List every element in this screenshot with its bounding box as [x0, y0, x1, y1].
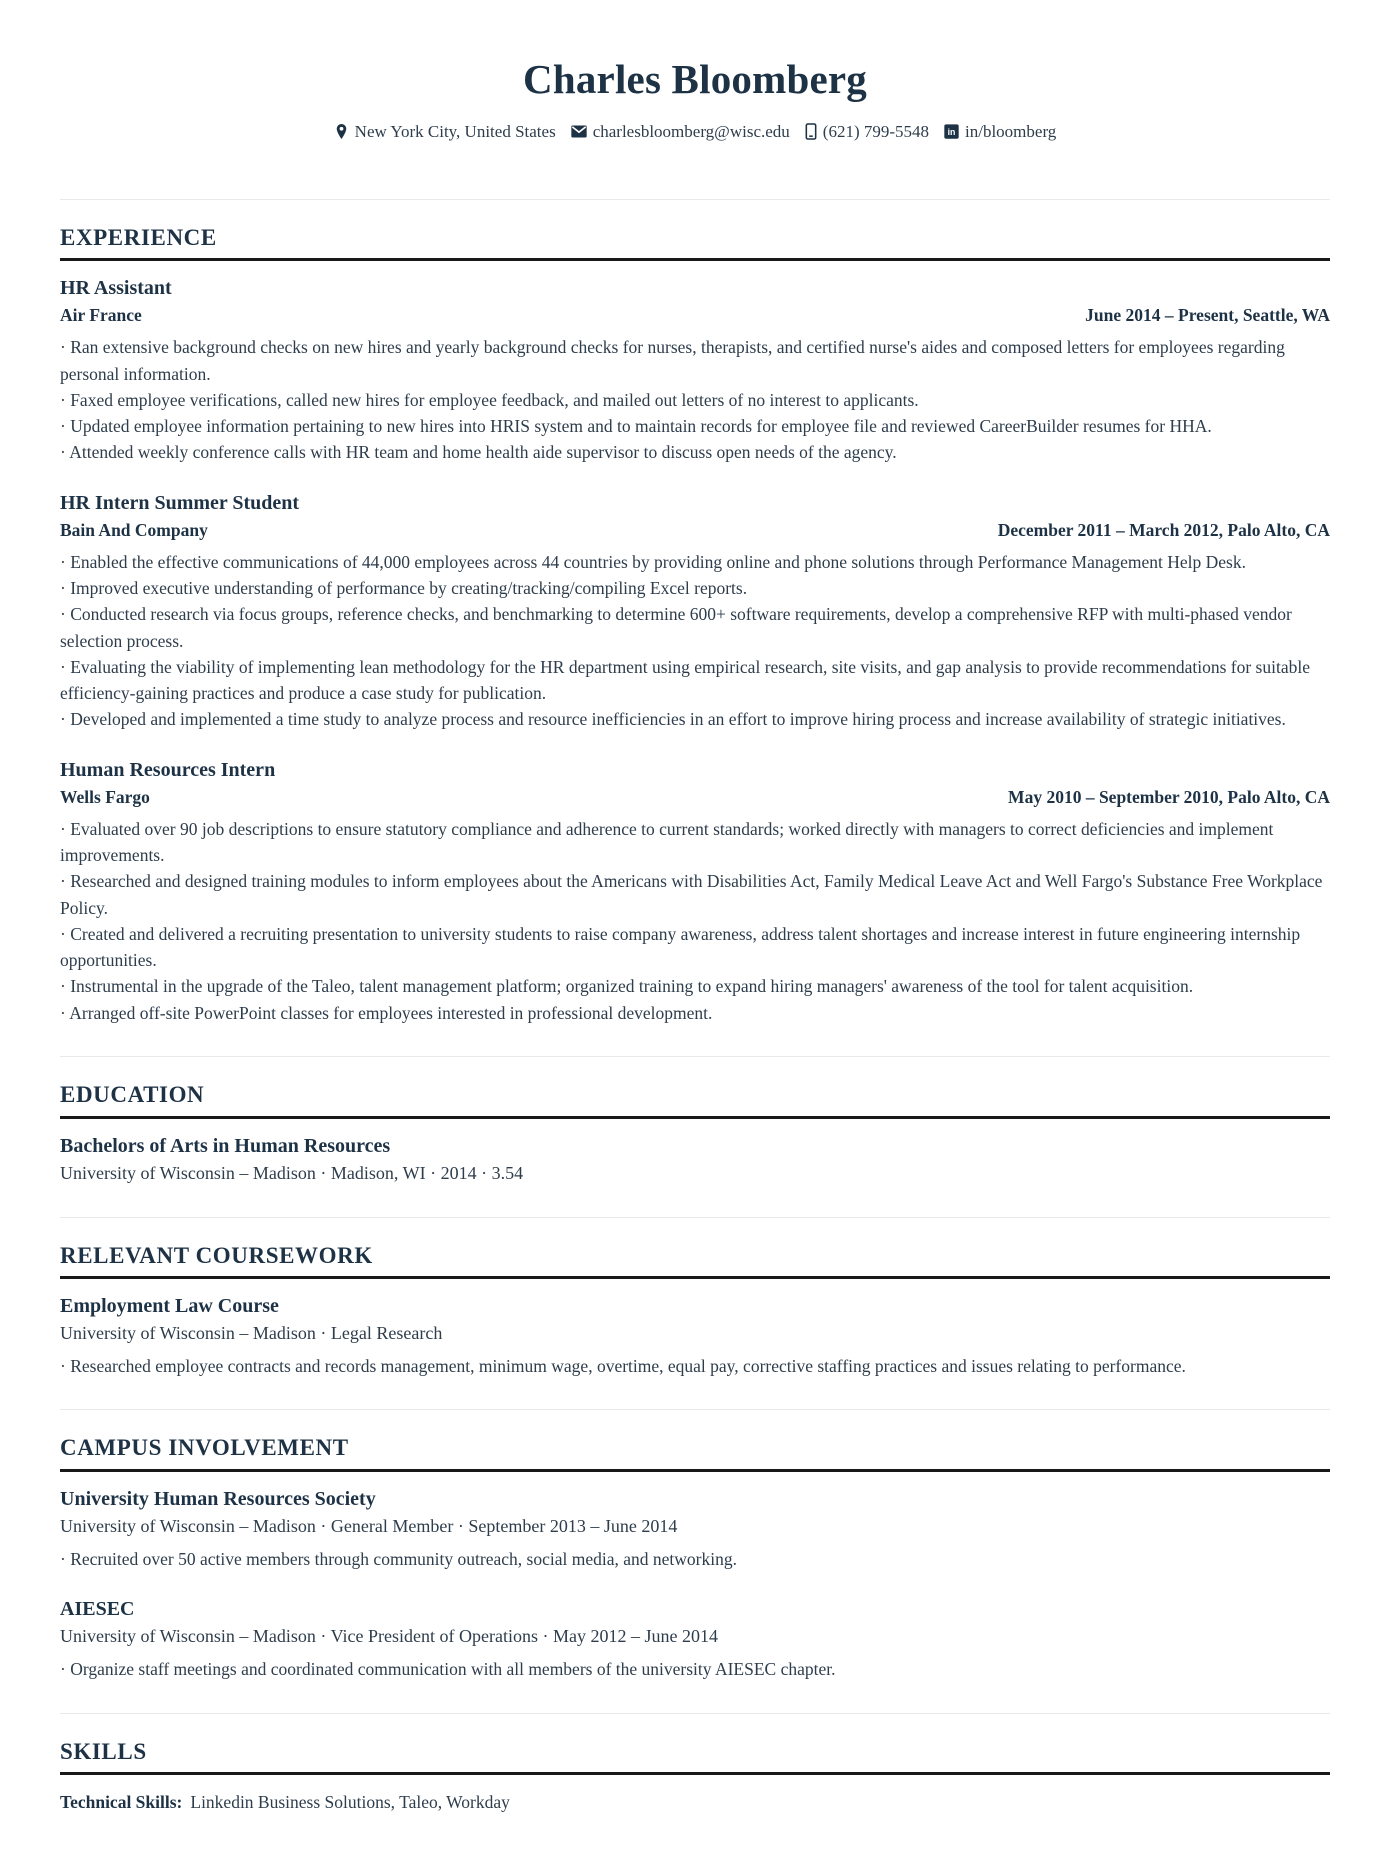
organization-detail: University of Wisconsin – Madison · General Member · September 2013 – June 2014: [60, 1516, 678, 1537]
bullet-item: · Recruited over 50 active members through community outreach, social media, and networking.: [60, 1549, 737, 1570]
education-detail: University of Wisconsin – Madison · Madison, WI · 2014 · 3.54: [60, 1162, 524, 1183]
experience-entry: [60, 491, 1330, 733]
contact-phone-text: (621) 799-5548: [822, 122, 930, 142]
bullet-item: · Organize staff meetings and coordinated communication with all members of the university AIESEC chapter.: [60, 1659, 836, 1680]
degree-title: Bachelors of Arts in Human Resources: [60, 1134, 391, 1157]
job-subrow: [60, 517, 1330, 543]
campus-entry: [60, 1597, 1330, 1682]
skills-section-title: SKILLS: [60, 1738, 1330, 1776]
bullet-item: · Faxed employee verifications, called new hires for employee feedback, and mailed out letters of no interest to applicants.: [60, 389, 919, 410]
experience-section-title: EXPERIENCE: [60, 224, 1330, 262]
experience-entry: [60, 276, 1330, 466]
section-skills: [60, 1713, 1330, 1816]
contact-row: [60, 119, 1330, 169]
bullet-item: · Attended weekly conference calls with HR team and home health aide supervisor to discuss open needs of the agency.: [60, 442, 897, 463]
company-name: Wells Fargo: [60, 786, 150, 807]
job-date-location: December 2011 – March 2012, Palo Alto, CA: [997, 519, 1330, 540]
organization-name: AIESEC: [60, 1598, 135, 1621]
campus-entry: [60, 1487, 1330, 1572]
organization-bullets: [60, 1656, 1330, 1682]
contact-location-text: New York City, United States: [354, 122, 556, 142]
bullet-item: · Updated employee information pertaining to new hires into HRIS system and to maintain records for employee file and reviewed CareerBuilder resumes for HHA.: [60, 416, 1212, 437]
education-entry: [60, 1134, 1330, 1187]
skills-line: [60, 1789, 1330, 1815]
skills-label: Technical Skills:: [60, 1792, 183, 1813]
course-bullets: [60, 1353, 1330, 1379]
bullet-item: · Researched employee contracts and records management, minimum wage, overtime, equal pay, corrective staffing practices and issues relating to performance.: [60, 1356, 1186, 1377]
experience-entry: [60, 758, 1330, 1026]
bullet-item: · Evaluated over 90 job descriptions to ensure statutory compliance and adherence to current standards; worked directly with managers to correct deficiencies and implement improvements.: [60, 818, 1274, 866]
contact-linkedin-text: in/bloomberg: [965, 122, 1057, 142]
bullet-item: · Ran extensive background checks on new hires and yearly background checks for nurses, therapists, and certified nurse's aides and composed letters for employees regarding personal information.: [60, 337, 1285, 384]
job-bullets: [60, 334, 1330, 465]
course-detail: University of Wisconsin – Madison · Legal Research: [60, 1323, 443, 1344]
job-title: HR Assistant: [60, 277, 172, 300]
coursework-section-title: RELEVANT COURSEWORK: [60, 1242, 1330, 1280]
contact-location: [334, 119, 556, 145]
company-name: Air France: [60, 305, 142, 326]
skills-value: Linkedin Business Solutions, Taleo, Workday: [190, 1792, 510, 1813]
bullet-item: · Conducted research via focus groups, reference checks, and benchmarking to determine 600+ software requirements, develop a comprehensive RFP with multi-phased vendor selection process.: [60, 604, 1292, 651]
envelope-icon: [571, 125, 587, 138]
section-experience: [60, 199, 1330, 1026]
svg-text:in: in: [947, 127, 956, 138]
job-title: HR Intern Summer Student: [60, 491, 300, 514]
resume-header: [60, 56, 1330, 169]
bullet-item: · Improved executive understanding of performance by creating/tracking/compiling Excel reports.: [60, 578, 748, 599]
organization-bullets: [60, 1546, 1330, 1572]
contact-phone: [805, 119, 929, 145]
contact-linkedin: [944, 119, 1056, 145]
coursework-entry: [60, 1294, 1330, 1379]
job-date-location: May 2010 – September 2010, Palo Alto, CA: [1008, 786, 1330, 807]
bullet-item: · Enabled the effective communications of 44,000 employees across 44 countries by providing online and phone solutions through Performance Management Help Desk.: [60, 551, 1246, 572]
job-date-location: June 2014 – Present, Seattle, WA: [1085, 305, 1330, 326]
section-education: [60, 1056, 1330, 1187]
person-name: Charles Bloomberg: [523, 56, 867, 102]
job-title: Human Resources Intern: [60, 758, 276, 781]
phone-icon: [805, 123, 817, 140]
section-campus-involvement: [60, 1409, 1330, 1682]
company-name: Bain And Company: [60, 519, 208, 540]
campus-section-title: CAMPUS INVOLVEMENT: [60, 1434, 1330, 1472]
course-title: Employment Law Course: [60, 1295, 279, 1318]
education-section-title: EDUCATION: [60, 1081, 1330, 1119]
linkedin-icon: [944, 124, 959, 139]
location-pin-icon: [334, 123, 349, 140]
contact-email-text: charlesbloomberg@wisc.edu: [592, 122, 790, 142]
job-subrow: [60, 784, 1330, 810]
organization-name: University Human Resources Society: [60, 1488, 376, 1511]
bullet-item: · Evaluating the viability of implementing lean methodology for the HR department using empirical research, site visits, and gap analysis to provide recommendations for suitable efficiency-gaining practices and produce a case study for publication.: [60, 656, 1310, 704]
bullet-item: · Created and delivered a recruiting presentation to university students to raise company awareness, address talent shortages and increase interest in future engineering internship opportunities.: [60, 923, 1301, 971]
contact-email: [571, 119, 790, 145]
section-coursework: [60, 1217, 1330, 1380]
job-subrow: [60, 302, 1330, 328]
bullet-item: · Developed and implemented a time study to analyze process and resource inefficiencies in an effort to improve hiring process and increase availability of strategic initiatives.: [60, 709, 1286, 730]
bullet-item: · Researched and designed training modules to inform employees about the Americans with Disabilities Act, Family Medical Leave Act and Well Fargo's Substance Free Workplace Policy.: [60, 871, 1323, 918]
bullet-item: · Instrumental in the upgrade of the Taleo, talent management platform; organized training to expand hiring managers' awareness of the tool for talent acquisition.: [60, 976, 1194, 997]
job-bullets: [60, 816, 1330, 1026]
bullet-item: · Arranged off-site PowerPoint classes for employees interested in professional development.: [60, 1002, 713, 1023]
job-bullets: [60, 549, 1330, 733]
organization-detail: University of Wisconsin – Madison · Vice President of Operations · May 2012 – June 2014: [60, 1626, 718, 1647]
